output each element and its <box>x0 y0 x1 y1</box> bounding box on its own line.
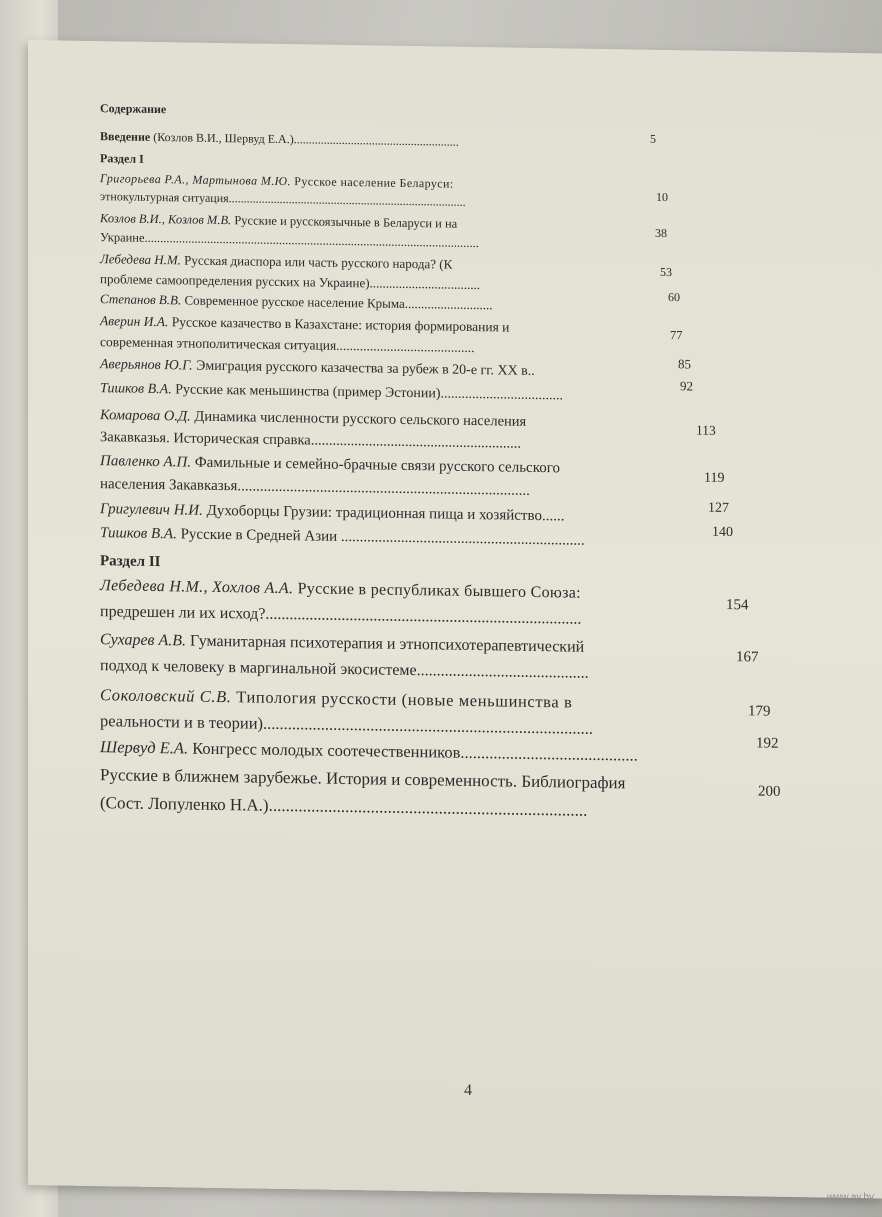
intro-text: (Козлов В.И., Шервуд Е.А.)....................................................... <box>150 129 459 149</box>
toc-entry: Тишков В.А. Русские как меньшинства (пример Эстонии)................................... <box>100 381 563 404</box>
toc-page: 53 <box>660 264 672 280</box>
section-2-heading: Раздел II <box>100 553 161 571</box>
toc-entry-cont: населения Закавказья.............................................................................. <box>100 476 530 499</box>
toc-entry-cont: подход к человеку в маргинальной экосистеме........................................... <box>100 657 589 682</box>
toc-page: 119 <box>704 470 725 486</box>
toc-entry: Шервуд Е.А. Конгресс молодых соотечественников........................................... <box>100 737 638 765</box>
toc-page: 200 <box>758 783 781 800</box>
toc-entry-cont: (Сост. Лопуленко Н.А.)........................................................................... <box>100 793 588 820</box>
toc-entry: Козлов В.И., Козлов М.В. Русские и русскоязычные в Беларуси и на <box>100 211 458 231</box>
toc-entry: Павленко А.П. Фамильные и семейно-брачные связи русского сельского <box>100 453 561 477</box>
toc-page: 179 <box>748 703 771 720</box>
toc-page: 77 <box>670 328 683 343</box>
book-page <box>28 40 882 1198</box>
toc-entry: Соколовский С.В. Типология русскости (новые меньшинства в <box>100 685 573 712</box>
toc-entry-cont: Украине........................................................................................................... <box>100 230 479 251</box>
section-1-heading: Раздел I <box>100 151 144 166</box>
toc-page: 167 <box>736 649 759 666</box>
toc-entry: Григулевич Н.И. Духоборцы Грузии: традиционная пища и хозяйство...... <box>100 501 565 525</box>
toc-entry: Аверьянов Ю.Г. Эмиграция русского казачества за рубеж в 20-е гг. XX в.. <box>100 357 535 379</box>
toc-entry-cont: этнокультурная ситуация............................................................................... <box>100 189 466 209</box>
toc-entry: Аверин И.А. Русское казачество в Казахстане: история формирования и <box>100 313 510 335</box>
toc-entry: Лебедева Н.М., Хохлов А.А. Русские в республиках бывшего Союза: <box>100 577 581 602</box>
toc-entry: Сухарев А.В. Гуманитарная психотерапия и этнопсихотерапевтический <box>100 631 585 656</box>
toc-entry-cont: реальности и в теории)................................................................................ <box>100 711 594 738</box>
toc-intro <box>100 129 459 150</box>
toc-entry-cont: предрешен ли их исход?............................................................................... <box>100 603 582 628</box>
toc-page: 127 <box>708 500 729 517</box>
toc-page: 92 <box>680 378 693 394</box>
watermark: www.ay.by <box>826 1192 874 1203</box>
toc-entry: Лебедева Н.М. Русская диаспора или часть русского народа? (К <box>100 251 453 272</box>
toc-title: Содержание <box>100 101 167 117</box>
toc-entry: Русские в ближнем зарубежье. История и современность. Библиография <box>100 765 626 793</box>
toc-page: 140 <box>712 524 733 541</box>
toc-page: 60 <box>668 290 680 305</box>
toc-entry-cont: Закавказья. Историческая справка.......................................................... <box>100 429 521 452</box>
toc-page: 154 <box>726 596 749 614</box>
toc-entry: Комарова О.Д. Динамика численности русского сельского населения <box>100 407 527 430</box>
toc-page: 113 <box>696 422 716 438</box>
toc-entry-cont: современная этнополитическая ситуация......................................... <box>100 334 475 356</box>
toc-entry-cont: проблеме самоопределения русских на Украине).................................. <box>100 271 481 293</box>
toc-entry: Тишков В.А. Русские в Средней Азии ................................................................. <box>100 525 585 549</box>
table-of-contents <box>100 101 800 820</box>
toc-page: 85 <box>678 356 691 372</box>
toc-entry: Григорьева Р.А., Мартынова М.Ю. Русское население Беларуси: <box>100 171 454 191</box>
toc-page: 10 <box>656 189 668 205</box>
toc-page: 38 <box>655 225 667 241</box>
toc-entry: Степанов В.В. Современное русское население Крыма........................... <box>100 291 493 313</box>
intro-page: 5 <box>650 131 656 146</box>
page-number: 4 <box>464 1082 472 1099</box>
toc-page: 192 <box>756 735 779 752</box>
intro-label: Введение <box>100 129 151 144</box>
